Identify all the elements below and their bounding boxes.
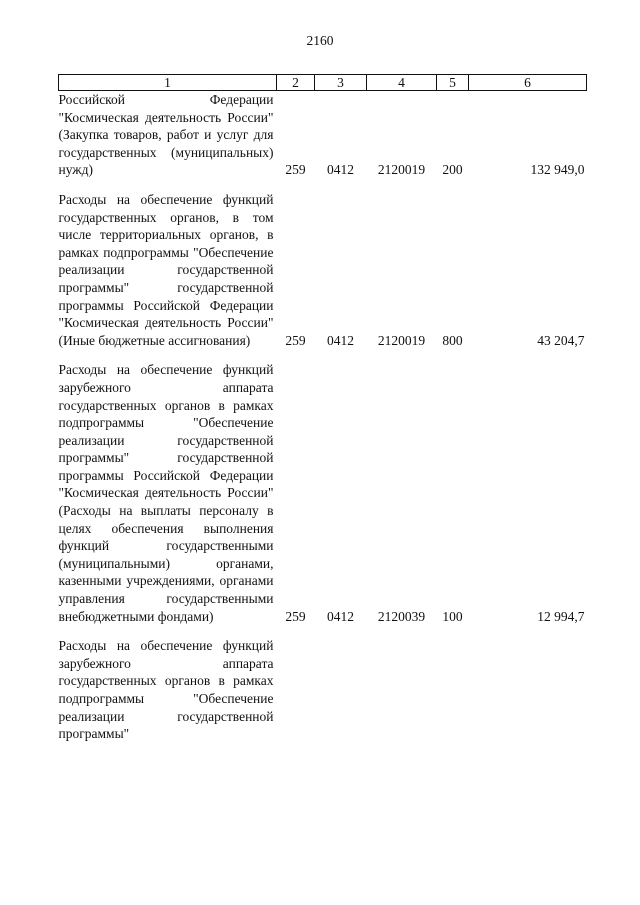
header-col-6: 6 — [469, 75, 587, 91]
row-col-3 — [315, 637, 367, 743]
row-col-3: 0412 — [327, 162, 354, 178]
row-col-4: 2120019 — [377, 332, 426, 348]
table-row — [59, 91, 587, 179]
header-col-1: 1 — [59, 75, 277, 91]
row-col-2 — [277, 637, 315, 743]
row-col-2: 259 — [285, 332, 306, 348]
table-row — [59, 361, 587, 625]
row-col-5: 100 — [442, 608, 463, 624]
row-col-4: 2120039 — [377, 608, 426, 624]
row-col-4 — [367, 637, 437, 743]
row-col-2: 259 — [285, 608, 306, 624]
row-description: Расходы на обеспечение функций зарубежного аппарата государственных органов в рамках подпрограммы "Обеспечение реализации государственной программы" — [58, 638, 274, 742]
budget-table — [58, 74, 587, 743]
row-amount: 43 204,7 — [537, 332, 585, 348]
header-col-5: 5 — [437, 75, 469, 91]
row-amount: 132 949,0 — [530, 162, 585, 178]
row-col-3: 0412 — [327, 608, 354, 624]
row-description: Расходы на обеспечение функций государственных органов, в том числе территориальных органов, в рамках подпрограммы "Обеспечение реализации государственной программы" государственной программы Российской Федерации "Космическая деятельность России" (Иные бюджетные ассигнования) — [58, 191, 274, 348]
row-col-4: 2120019 — [377, 162, 426, 178]
row-description: Расходы на обеспечение функций зарубежного аппарата государственных органов в рамках подпрограммы "Обеспечение реализации государственной программы" государственной программы Российской Федерации "Космическая деятельность России" (Расходы на выплаты персоналу в целях обеспечения выполнения функций государственными (муниципальными) органами, казенными учреждениями, органами управления государственными внебюджетными фондами) — [58, 362, 274, 624]
table-row — [59, 191, 587, 349]
table-row — [59, 637, 587, 743]
header-row — [59, 75, 587, 91]
header-col-2: 2 — [277, 75, 315, 91]
row-col-5: 800 — [442, 332, 463, 348]
table-body — [59, 91, 587, 743]
row-amount — [469, 637, 587, 743]
page-number: 2160 — [306, 33, 334, 48]
row-amount: 12 994,7 — [537, 608, 585, 624]
header-col-3: 3 — [315, 75, 367, 91]
row-col-3: 0412 — [327, 332, 354, 348]
row-col-5 — [437, 637, 469, 743]
row-col-5: 200 — [442, 162, 463, 178]
header-col-4: 4 — [367, 75, 437, 91]
row-description: Российской Федерации "Космическая деятельность России" (Закупка товаров, работ и услуг для государственных (муниципальных) нужд) — [58, 92, 274, 178]
row-col-2: 259 — [285, 162, 306, 178]
table-header — [59, 75, 587, 91]
row-gap — [59, 349, 587, 361]
row-gap — [59, 179, 587, 191]
row-gap — [59, 625, 587, 637]
